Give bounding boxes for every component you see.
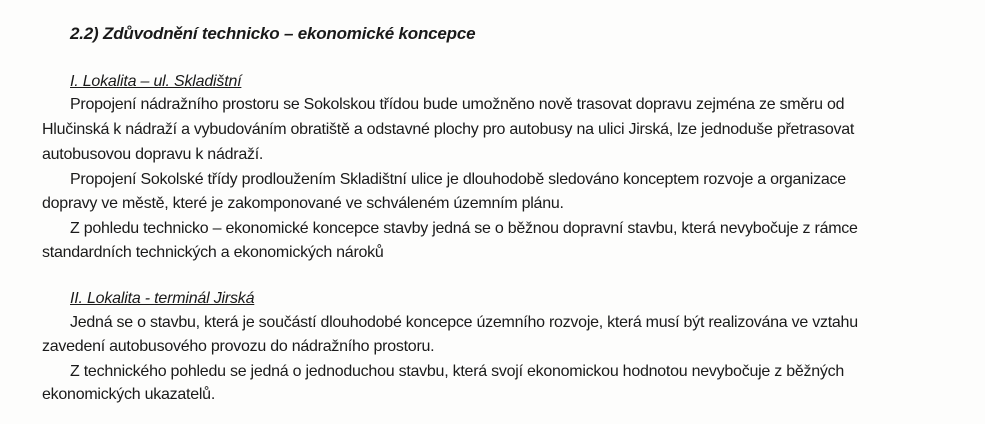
- lokalita-2-line-3: Z technického pohledu se jedná o jednoduchou stavbu, která svojí ekonomickou hodnotou nevybočuje z běžných: [70, 363, 845, 380]
- lokalita-1-line-7: standardních technických a ekonomických nároků: [42, 244, 384, 261]
- lokalita-2-line-1: Jedná se o stavbu, která je součástí dlouhodobé koncepce územního rozvoje, která musí být realizována ve vztahu: [70, 314, 858, 331]
- lokalita-1-line-6: Z pohledu technicko – ekonomické koncepce stavby jedná se o běžnou dopravní stavbu, která nevybočuje z rámce: [70, 220, 858, 237]
- section-title: 2.2) Zdůvodnění technicko – ekonomické koncepce: [70, 24, 476, 43]
- lokalita-2-heading: II. Lokalita - terminál Jirská: [70, 290, 255, 307]
- lokalita-2-line-4: ekonomických ukazatelů.: [42, 386, 216, 403]
- lokalita-1-line-3: autobusovou dopravu k nádraží.: [42, 146, 264, 163]
- lokalita-1-line-4: Propojení Sokolské třídy prodloužením Skladištní ulice je dlouhodobě sledováno konceptem rozvoje a organizace: [70, 171, 846, 188]
- lokalita-1-line-2: Hlučinská k nádraží a vybudováním obratiště a odstavné plochy pro autobusy na ulici Jirská, lze jednoduše přetrasovat: [42, 121, 855, 138]
- lokalita-1-line-1: Propojení nádražního prostoru se Sokolskou třídou bude umožněno nově trasovat dopravu zejména ze směru od: [70, 96, 845, 113]
- lokalita-1-heading: I. Lokalita – ul. Skladištní: [70, 73, 242, 90]
- lokalita-2-line-2: zavedení autobusového provozu do nádražního prostoru.: [42, 338, 435, 355]
- lokalita-1-line-5: dopravy ve městě, které je zakomponované ve schváleném územním plánu.: [42, 195, 564, 212]
